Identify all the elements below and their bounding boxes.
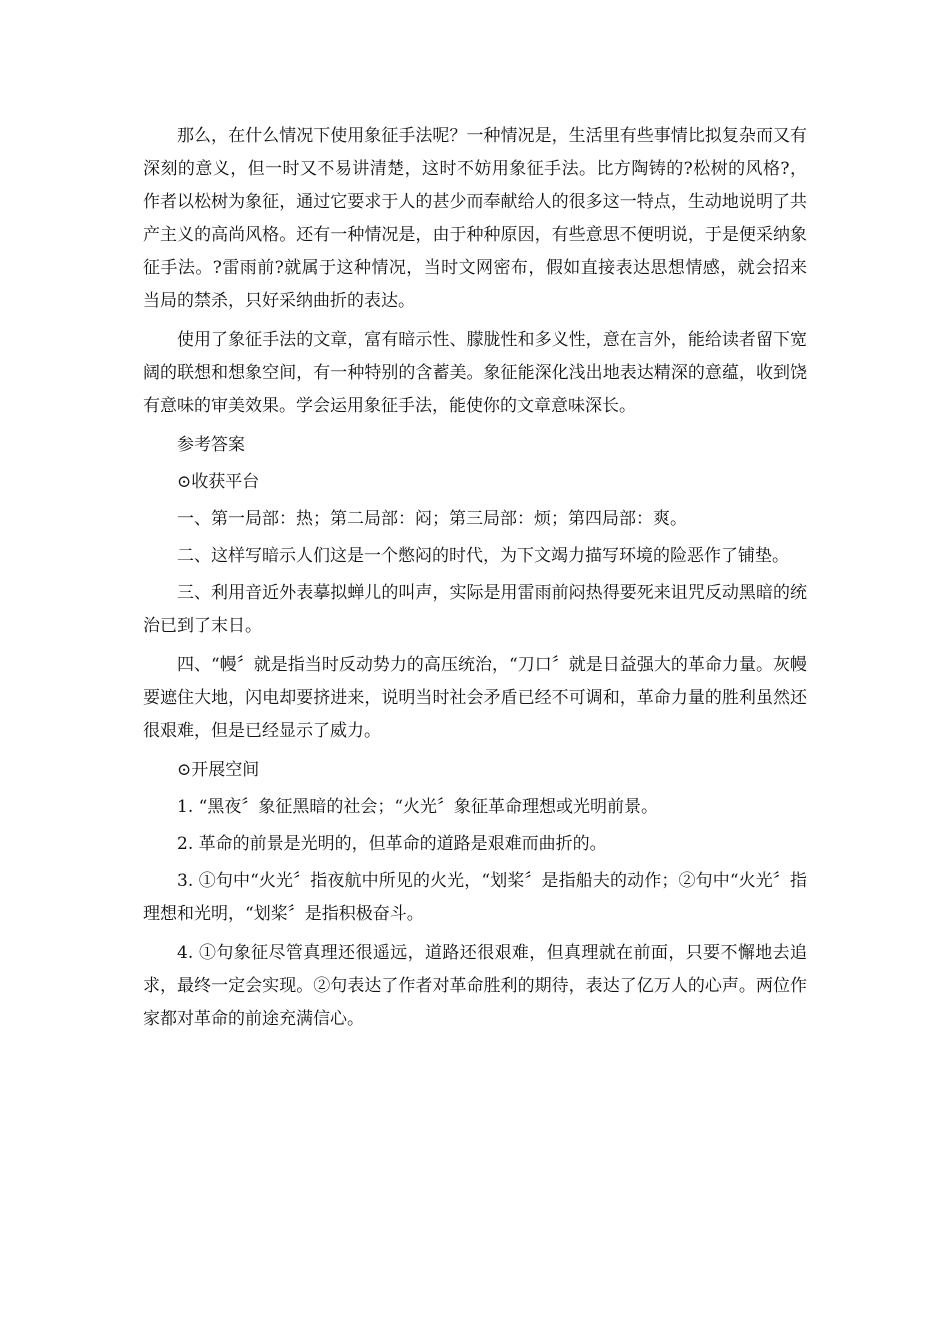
extension-item-2: 2. 革命的前景是光明的，但革命的道路是艰难而曲折的。: [177, 834, 607, 854]
paragraph-symbolism-effect: 使用了象征手法的文章，富有暗示性、朦胧性和多义性，意在言外，能给读者留下宽阔的联想和想象空间，有一种特别的含蓄美。象征能深化浅出地表达精深的意蕴，收到饶有意味的审美效果。学会运用象征手法，能使你的文章意味深长。: [143, 330, 807, 416]
heading-reference-answers: 参考答案: [177, 435, 245, 455]
answer-2: 二、这样写暗示人们这是一个憋闷的时代，为下文竭力描写环境的险恶作了铺垫。: [177, 546, 789, 566]
extension-item-4: 4. ①句象征尽管真理还很遥远，道路还很艰难，但真理就在前面，只要不懈地去追求，最终一定会实现。②句表达了作者对革命胜利的期待，表达了亿万人的心声。两位作家都对革命的前途充满信心。: [143, 943, 807, 1029]
extension-item-1: 1. “黑夜〞象征黑暗的社会；“火光〞象征革命理想或光明前景。: [177, 797, 659, 817]
answer-4: 四、“幔〞就是指当时反动势力的高压统治，“刀口〞就是日益强大的革命力量。灰幔要遮住大地，闪电却要挤进来，说明当时社会矛盾已经不可调和，革命力量的胜利虽然还很艰难，但是已经显示了威力。: [143, 655, 807, 741]
document-page: [143, 120, 807, 1042]
paragraph-symbolism-usage: 那么，在什么情况下使用象征手法呢？一种情况是，生活里有些事情比拟复杂而又有深刻的意义，但一时又不易讲清楚，这时不妨用象征手法。比方陶铸的?松树的风格?，作者以松树为象征，通过它要求于人的甚少而奉献给人的很多这一特点，生动地说明了共产主义的高尚风格。还有一种情况是，由于种种原因，有些意思不便明说，于是便采纳象征手法。?雷雨前?就属于这种情况，当时文网密布，假如直接表达思想情感，就会招来当局的禁杀，只好采纳曲折的表达。: [143, 126, 807, 311]
section-harvest-platform: ⊙收获平台: [177, 472, 260, 492]
answer-3: 三、利用音近外表摹拟蝉儿的叫声，实际是用雷雨前闷热得要死来诅咒反动黑暗的统治已到了末日。: [143, 583, 807, 636]
section-development-space: ⊙开展空间: [177, 760, 260, 780]
answer-1: 一、第一局部：热；第二局部：闷；第三局部：烦；第四局部：爽。: [177, 509, 687, 529]
extension-item-3: 3. ①句中“火光〞指夜航中所见的火光，“划桨〞是指船夫的动作；②句中“火光〞指理想和光明，“划桨〞是指积极奋斗。: [143, 871, 807, 924]
